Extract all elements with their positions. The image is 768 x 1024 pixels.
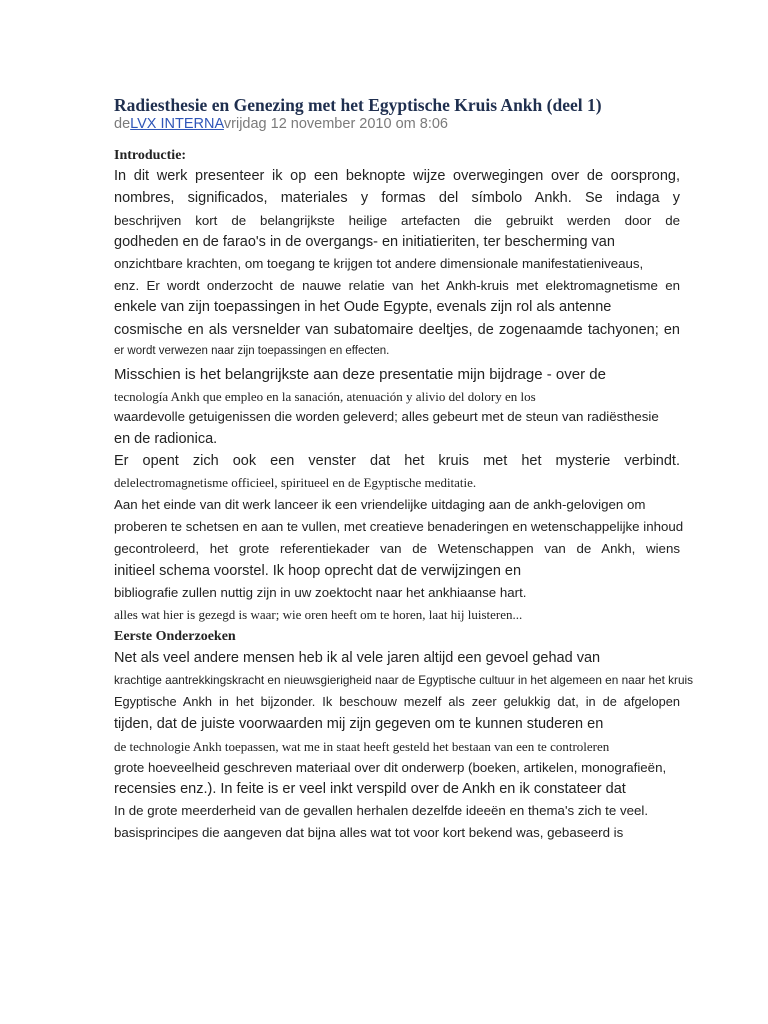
body-line: tecnología Ankh que empleo en la sanación, atenuación y alivio del dolory en los xyxy=(114,389,536,404)
body-line: onzichtbare krachten, om toegang te krijgen tot andere dimensionale manifestatieniveaus, xyxy=(114,256,644,271)
author-link[interactable]: LVX INTERNA xyxy=(130,116,224,132)
body-line: alles wat hier is gezegd is waar; wie oren heeft om te horen, laat hij luisteren... xyxy=(114,607,523,622)
body-line: godheden en de farao's in de overgangs- en initiatieriten, ter bescherming van xyxy=(114,234,615,250)
body-line: waardevolle getuigenissen die worden geleverd; alles gebeurt met de steun van radiësthesie xyxy=(114,409,659,424)
body-line: In dit werk presenteer ik op een beknopte wijze overwegingen over de oorsprong, xyxy=(114,168,680,184)
body-line: enkele van zijn toepassingen in het Oude Egypte, evenals zijn rol als antenne xyxy=(114,299,612,315)
body-line: In de grote meerderheid van de gevallen herhalen dezelfde ideeën en thema's zich te veel. xyxy=(114,803,649,818)
body-line: initieel schema voorstel. Ik hoop oprecht dat de verwijzingen en xyxy=(114,563,522,579)
body-line: delelectromagnetisme officieel, spiritueel en de Egyptische meditatie. xyxy=(114,475,477,490)
article-title: Radiesthesie en Genezing met het Egyptische Kruis Ankh (deel 1) xyxy=(114,95,602,115)
body-line: beschrijven kort de belangrijkste heilige artefacten die gebruikt werden door de xyxy=(114,213,680,228)
body-line: bibliografie zullen nuttig zijn in uw zoektocht naar het ankhiaanse hart. xyxy=(114,585,527,600)
byline-prefix: de xyxy=(114,116,131,132)
body-line: en de radionica. xyxy=(114,431,218,447)
body-line: de technologie Ankh toepassen, wat me in staat heeft gesteld het bestaan van een te controleren xyxy=(114,739,610,754)
body-line: enz. Er wordt onderzocht de nauwe relatie van het Ankh-kruis met elektromagnetisme en xyxy=(114,278,680,293)
body-line: Net als veel andere mensen heb ik al vele jaren altijd een gevoel gehad van xyxy=(114,650,601,666)
body-line: recensies enz.). In feite is er veel inkt verspild over de Ankh en ik constateer dat xyxy=(114,781,626,797)
body-line: grote hoeveelheid geschreven materiaal over dit onderwerp (boeken, artikelen, monografieën, xyxy=(114,760,667,775)
body-line: basisprincipes die aangeven dat bijna alles wat tot voor kort bekend was, gebaseerd is xyxy=(114,825,624,840)
body-line: krachtige aantrekkingskracht en nieuwsgierigheid naar de Egyptische cultuur in het algemeen en naar het kruis xyxy=(114,673,694,687)
body-line: gecontroleerd, het grote referentiekader van de Wetenschappen van de Ankh, wiens xyxy=(114,541,680,556)
article-date: vrijdag 12 november 2010 om 8:06 xyxy=(223,116,448,132)
body-line: cosmische en als versnelder van subatomaire deeltjes, de zogenaamde tachyonen; en xyxy=(114,322,680,338)
body-line: Misschien is het belangrijkste aan deze presentatie mijn bijdrage - over de xyxy=(114,366,606,383)
body-line: Er opent zich ook een venster dat het kruis met het mysterie verbindt. xyxy=(114,453,680,469)
research-heading: Eerste Onderzoeken xyxy=(114,629,236,644)
article-byline xyxy=(114,116,448,132)
body-line: tijden, dat de juiste voorwaarden mij zijn gegeven om te kunnen studeren en xyxy=(114,716,604,732)
body-line: nombres, significados, materiales y formas del símbolo Ankh. Se indaga y xyxy=(114,190,680,206)
body-line: proberen te schetsen en aan te vullen, met creatieve benaderingen en wetenschappelijke inhoud xyxy=(114,519,684,534)
body-line: Egyptische Ankh in het bijzonder. Ik beschouw mezelf als zeer gelukkig dat, in de afgelopen xyxy=(114,694,680,709)
intro-heading: Introductie: xyxy=(114,148,187,163)
body-line: Aan het einde van dit werk lanceer ik een vriendelijke uitdaging aan de ankh-gelovigen om xyxy=(114,497,646,512)
body-line: er wordt verwezen naar zijn toepassingen en effecten. xyxy=(114,345,390,357)
